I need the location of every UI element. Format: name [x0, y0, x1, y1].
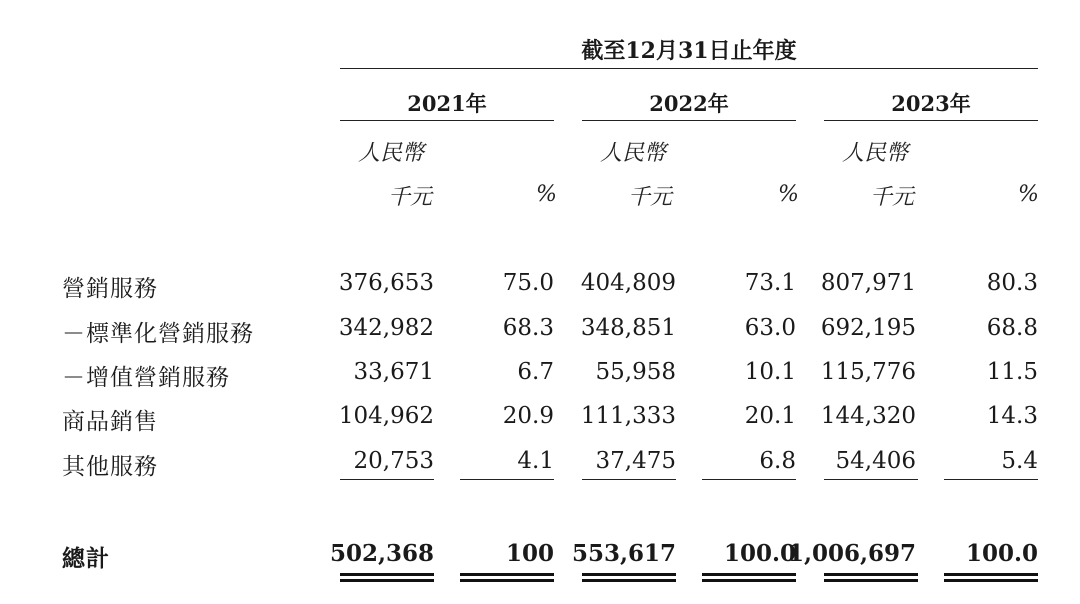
period-title: 截至12月31日止年度: [581, 38, 797, 64]
table-cell: 75.0: [502, 270, 554, 296]
year-2021-rule: [340, 120, 554, 121]
subtotal-rule: [944, 479, 1038, 480]
table-cell: 104,962: [338, 403, 434, 429]
table-cell: 63.0: [744, 315, 796, 341]
total-cell: 502,368: [329, 540, 434, 567]
table-cell: 20.1: [744, 403, 796, 429]
table-cell: 144,320: [820, 403, 916, 429]
table-cell: 73.1: [744, 270, 796, 296]
row-label-standardized-marketing: －標準化營銷服務: [62, 321, 254, 347]
table-cell: 55,958: [595, 359, 676, 385]
total-cell: 100: [505, 540, 554, 567]
table-cell: 6.8: [759, 448, 796, 474]
table-cell: 80.3: [986, 270, 1038, 296]
table-cell: 20.9: [502, 403, 554, 429]
table-cell: 807,971: [820, 270, 916, 296]
row-label-marketing-services: 營銷服務: [62, 276, 158, 302]
currency-2022: 人民幣: [600, 141, 667, 166]
table-cell: 37,475: [595, 448, 676, 474]
currency-2023: 人民幣: [842, 141, 909, 166]
year-2022: 2022年: [649, 91, 729, 116]
total-double-rule: [582, 573, 676, 582]
total-cell: 1,006,697: [787, 540, 916, 567]
table-cell: 14.3: [986, 403, 1038, 429]
subtotal-rule: [824, 479, 918, 480]
unit-2021: 千元: [388, 185, 433, 210]
total-double-rule: [340, 573, 434, 582]
table-cell: 376,653: [338, 270, 434, 296]
total-double-rule: [460, 573, 554, 582]
year-2023-rule: [824, 120, 1038, 121]
year-2022-rule: [582, 120, 796, 121]
percent-2022: %: [778, 182, 799, 207]
table-cell: 68.8: [986, 315, 1038, 341]
percent-2021: %: [536, 182, 557, 207]
total-double-rule: [944, 573, 1038, 582]
currency-2021: 人民幣: [358, 141, 425, 166]
table-cell: 692,195: [820, 315, 916, 341]
table-cell: 6.7: [517, 359, 554, 385]
period-title-rule: [340, 68, 1038, 69]
table-cell: 20,753: [353, 448, 434, 474]
table-cell: 54,406: [835, 448, 916, 474]
row-label-total: 總計: [62, 545, 110, 572]
table-cell: 404,809: [580, 270, 676, 296]
year-2023: 2023年: [891, 91, 971, 116]
total-double-rule: [824, 573, 918, 582]
table-cell: 115,776: [820, 359, 916, 385]
subtotal-rule: [340, 479, 434, 480]
row-label-merchandise-sales: 商品銷售: [62, 409, 158, 435]
table-cell: 5.4: [1001, 448, 1038, 474]
row-label-value-added-marketing: －增值營銷服務: [62, 365, 230, 391]
table-cell: 111,333: [580, 403, 676, 429]
unit-2022: 千元: [628, 185, 673, 210]
total-cell: 100.0: [723, 540, 796, 567]
subtotal-rule: [582, 479, 676, 480]
table-cell: 68.3: [502, 315, 554, 341]
year-2021: 2021年: [407, 91, 487, 116]
unit-2023: 千元: [870, 185, 915, 210]
table-cell: 4.1: [517, 448, 554, 474]
total-double-rule: [702, 573, 796, 582]
total-cell: 100.0: [965, 540, 1038, 567]
total-cell: 553,617: [571, 540, 676, 567]
table-cell: 342,982: [338, 315, 434, 341]
table-cell: 348,851: [580, 315, 676, 341]
subtotal-rule: [460, 479, 554, 480]
subtotal-rule: [702, 479, 796, 480]
row-label-other-services: 其他服務: [62, 454, 158, 480]
table-cell: 11.5: [986, 359, 1038, 385]
percent-2023: %: [1018, 182, 1039, 207]
table-cell: 10.1: [744, 359, 796, 385]
table-cell: 33,671: [353, 359, 434, 385]
